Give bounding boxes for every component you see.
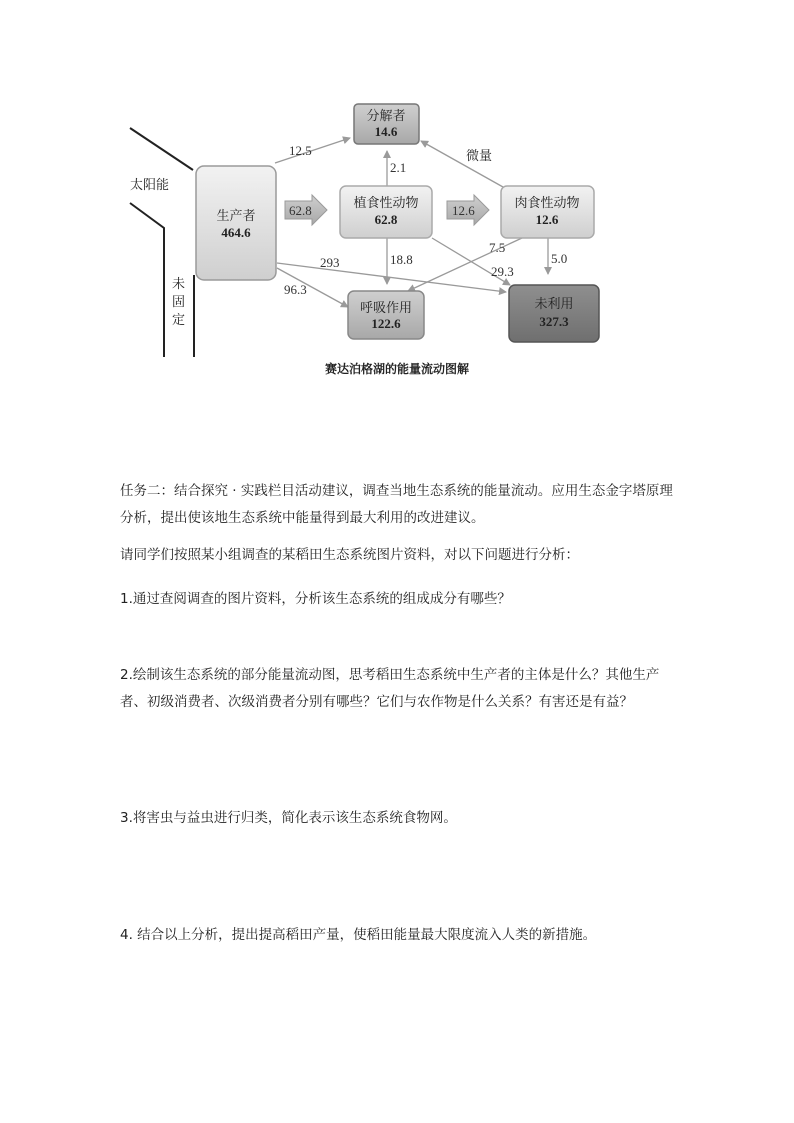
carnivore-label: 肉食性动物 — [514, 196, 580, 211]
flow-producer-respiration: 96.3 — [284, 282, 307, 297]
producer-label: 生产者 — [216, 209, 256, 224]
flow-producer-decomposer: 12.5 — [289, 143, 312, 158]
boundary-line-top — [130, 128, 193, 170]
energy-flow-diagram — [0, 0, 794, 390]
diagram-caption: 赛达泊格湖的能量流动图解 — [324, 362, 469, 376]
flow-herbivore-decomposer: 2.1 — [390, 160, 407, 175]
arrow-carnivore-decomposer — [421, 141, 503, 187]
flow-carnivore-respiration: 7.5 — [489, 240, 506, 255]
question-4: 4. 结合以上分析，提出提高稻田产量，使稻田能量最大限度流入人类的新措施。 — [120, 927, 597, 943]
unfixed-label-1: 未 — [172, 277, 186, 292]
flow-carnivore-unused: 5.0 — [551, 251, 568, 266]
flow-herbivore-carnivore: 12.6 — [452, 203, 475, 218]
respiration-value: 122.6 — [371, 316, 401, 331]
task-2-text: 任务二：结合探究 · 实践栏目活动建议，调查当地生态系统的能量流动。应用生态金字塔原理分析，提出使该地生态系统中能量得到最大利用的改进建议。 — [120, 483, 673, 526]
question-3: 3.将害虫与益虫进行归类，简化表示该生态系统食物网。 — [120, 810, 457, 826]
node-decomposer — [354, 104, 419, 144]
node-herbivore — [340, 186, 432, 238]
flow-producer-unused: 293 — [320, 255, 340, 270]
herbivore-value: 62.8 — [374, 212, 398, 227]
solar-energy-label: 太阳能 — [130, 178, 170, 193]
decomposer-value: 14.6 — [374, 124, 398, 139]
herbivore-label: 植食性动物 — [353, 196, 419, 211]
carnivore-value: 12.6 — [535, 212, 559, 227]
node-unused — [509, 285, 599, 342]
unused-value: 327.3 — [539, 314, 569, 329]
node-carnivore — [501, 186, 594, 238]
unfixed-label-2: 固 — [172, 295, 186, 310]
flow-producer-herbivore: 62.8 — [289, 203, 312, 218]
node-respiration — [348, 291, 424, 339]
weiliang-label: 微量 — [466, 149, 493, 164]
unfixed-label-3: 定 — [172, 313, 186, 328]
arrow-producer-unused — [277, 263, 506, 292]
flow-herbivore-respiration: 18.8 — [390, 252, 413, 267]
decomposer-label: 分解者 — [366, 109, 406, 124]
question-2: 2.绘制该生态系统的部分能量流动图，思考稻田生态系统中生产者的主体是什么？其他生产者、初级消费者、次级消费者分别有哪些？它们与农作物是什么关系？有害还是有益？ — [120, 667, 660, 710]
producer-value: 464.6 — [221, 225, 251, 240]
boundary-line-left — [130, 203, 164, 357]
respiration-label: 呼吸作用 — [359, 301, 413, 316]
question-1: 1.通过查阅调查的图片资料，分析该生态系统的组成成分有哪些？ — [120, 591, 511, 607]
flow-herbivore-unused: 29.3 — [491, 264, 514, 279]
arrow-producer-decomposer — [275, 138, 350, 163]
unused-label: 未利用 — [534, 297, 574, 312]
node-producer — [196, 166, 276, 280]
intro-text: 请同学们按照某小组调查的某稻田生态系统图片资料，对以下问题进行分析： — [120, 547, 579, 563]
